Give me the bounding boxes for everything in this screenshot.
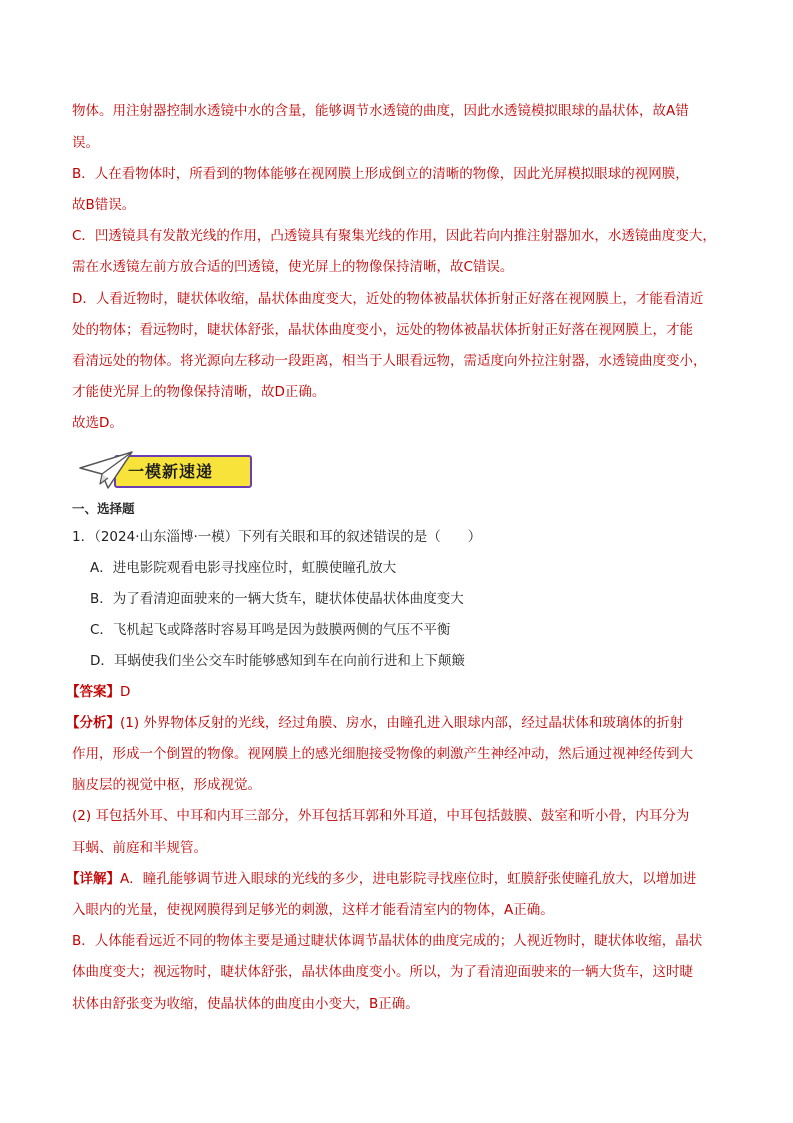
analysis-line: 【分析】(1) 外界物体反射的光线，经过角膜、房水，由瞳孔进入眼球内部，经过晶状体和玻璃体的折射 — [66, 715, 684, 731]
section-heading: 一、选择题 — [72, 501, 135, 516]
explanation-line: 物体。用注射器控制水透镜中水的含量，能够调节水透镜的曲度，因此水透镜模拟眼球的晶状体，故A错 — [72, 103, 689, 119]
explanation-line: D．人看近物时，睫状体收缩，晶状体曲度变大，近处的物体被晶状体折射正好落在视网膜上，才能看清近 — [72, 291, 704, 307]
analysis-line: 作用，形成一个倒置的物像。视网膜上的感光细胞接受物像的刺激产生神经冲动，然后通过视神经传到大 — [72, 746, 693, 762]
answer-label: 【答案】 — [66, 684, 120, 700]
detail-line: B．人体能看远近不同的物体主要是通过睫状体调节晶状体的曲度完成的；人视近物时，睫状体收缩，晶状 — [72, 933, 703, 949]
explanation-line: C．凹透镜具有发散光线的作用，凸透镜具有聚集光线的作用，因此若向内推注射器加水，水透镜曲度变大， — [72, 228, 716, 244]
explanation-line: 故B错误。 — [72, 197, 136, 213]
section-banner — [78, 448, 254, 492]
explanation-line: 故选D。 — [72, 415, 123, 431]
detail-line: 入眼内的光量，使视网膜得到足够光的刺激，这样才能看清室内的物体，A正确。 — [72, 902, 554, 918]
option-c: C．飞机起飞或降落时容易耳鸣是因为鼓膜两侧的气压不平衡 — [90, 622, 451, 638]
option-a: A．进电影院观看电影寻找座位时，虹膜使瞳孔放大 — [90, 560, 397, 576]
analysis-line: 脑皮层的视觉中枢，形成视觉。 — [72, 777, 261, 793]
question-stem: 1．（2024·山东淄博·一模）下列有关眼和耳的叙述错误的是（ ） — [72, 529, 482, 545]
analysis-label: 【分析】 — [66, 715, 120, 731]
explanation-line: 才能使光屏上的物像保持清晰，故D正确。 — [72, 384, 326, 400]
analysis-line: 耳蜗、前庭和半规管。 — [72, 840, 207, 856]
answer-value: D — [120, 684, 131, 700]
explanation-line: 处的物体；看远物时，睫状体舒张，晶状体曲度变小，远处的物体被晶状体折射正好落在视网膜上，才能 — [72, 322, 693, 338]
banner-title: 一模新速递 — [128, 462, 214, 481]
detail-line: 【详解】A．瞳孔能够调节进入眼球的光线的多少，进电影院寻找座位时，虹膜舒张使瞳孔放大，以增加进 — [66, 871, 697, 887]
option-b: B．为了看清迎面驶来的一辆大货车，睫状体使晶状体曲度变大 — [90, 591, 464, 607]
detail-label: 【详解】 — [66, 871, 120, 887]
explanation-line: 需在水透镜左前方放合适的凹透镜，使光屏上的物像保持清晰，故C错误。 — [72, 259, 514, 275]
answer-line — [66, 682, 130, 702]
explanation-line: 看清远处的物体。将光源向左移动一段距离，相当于人眼看远物，需适度向外拉注射器，水透镜曲度变小， — [72, 353, 707, 369]
explanation-line: 误。 — [72, 135, 99, 151]
explanation-line: B．人在看物体时，所看到的物体能够在视网膜上形成倒立的清晰的物像，因此光屏模拟眼球的视网膜， — [72, 166, 689, 182]
option-d: D．耳蜗使我们坐公交车时能够感知到车在向前行进和上下颠簸 — [90, 653, 465, 669]
detail-line: 状体由舒张变为收缩，使晶状体的曲度由小变大，B正确。 — [72, 996, 419, 1012]
analysis-line: (2) 耳包括外耳、中耳和内耳三部分，外耳包括耳郭和外耳道，中耳包括鼓膜、鼓室和听小骨，内耳分为 — [72, 808, 690, 824]
detail-line: 体曲度变大；视远物时，睫状体舒张，晶状体曲度变小。所以，为了看清迎面驶来的一辆大货车，这时睫 — [72, 964, 693, 980]
